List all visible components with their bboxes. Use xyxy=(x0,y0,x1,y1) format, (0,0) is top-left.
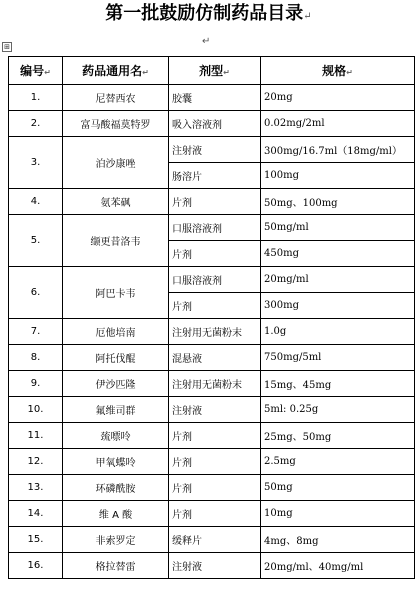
cell-specification: 4mg、8mg xyxy=(261,527,415,553)
cell-number: 14. xyxy=(9,501,63,527)
cell-dosage-form: 片剂 xyxy=(169,293,261,319)
table-row xyxy=(9,501,415,527)
cell-number: 15. xyxy=(9,527,63,553)
cell-number: 3. xyxy=(9,137,63,189)
cell-number: 7. xyxy=(9,319,63,345)
title-text: 第一批鼓励仿制药品目录 xyxy=(105,3,304,24)
header-specification: 规格↵ xyxy=(261,57,415,85)
cell-generic-name: 伊沙匹隆 xyxy=(63,371,169,397)
cell-dosage-form: 口服溶液剂 xyxy=(169,215,261,241)
return-mark-icon: ↵ xyxy=(202,36,211,47)
table-row xyxy=(9,267,415,293)
cell-specification: 1.0g xyxy=(261,319,415,345)
header-dosage-form: 剂型↵ xyxy=(169,57,261,85)
table-row xyxy=(9,397,415,423)
cell-number: 1. xyxy=(9,85,63,111)
cell-specification: 5ml: 0.25g xyxy=(261,397,415,423)
header-number: 编号↵ xyxy=(9,57,63,85)
cell-specification: 750mg/5ml xyxy=(261,345,415,371)
table-row xyxy=(9,449,415,475)
cell-specification: 300mg xyxy=(261,293,415,319)
cell-dosage-form: 肠溶片 xyxy=(169,163,261,189)
table-row xyxy=(9,553,415,579)
cell-specification: 10mg xyxy=(261,501,415,527)
cell-dosage-form: 注射液 xyxy=(169,137,261,163)
cell-generic-name: 富马酸福莫特罗 xyxy=(63,111,169,137)
cell-dosage-form: 片剂 xyxy=(169,189,261,215)
cell-generic-name: 氟维司群 xyxy=(63,397,169,423)
table-row xyxy=(9,423,415,449)
cell-dosage-form: 注射液 xyxy=(169,397,261,423)
table-row xyxy=(9,85,415,111)
cell-generic-name: 尼替西农 xyxy=(63,85,169,111)
table-row xyxy=(9,319,415,345)
cell-generic-name: 厄他培南 xyxy=(63,319,169,345)
cell-number: 10. xyxy=(9,397,63,423)
table-row xyxy=(9,527,415,553)
table-row xyxy=(9,215,415,241)
cell-dosage-form: 片剂 xyxy=(169,241,261,267)
cell-dosage-form: 片剂 xyxy=(169,475,261,501)
table-row xyxy=(9,345,415,371)
cell-generic-name: 氨苯砜 xyxy=(63,189,169,215)
table-row xyxy=(9,111,415,137)
cell-number: 12. xyxy=(9,449,63,475)
table-row xyxy=(9,137,415,163)
cell-generic-name: 维 A 酸 xyxy=(63,501,169,527)
drug-table xyxy=(8,56,415,579)
cell-dosage-form: 注射用无菌粉末 xyxy=(169,319,261,345)
table-anchor-icon[interactable]: ⊞ xyxy=(2,42,12,52)
table-row xyxy=(9,371,415,397)
cell-generic-name: 格拉替雷 xyxy=(63,553,169,579)
cell-number: 4. xyxy=(9,189,63,215)
cell-dosage-form: 注射液 xyxy=(169,553,261,579)
table-row xyxy=(9,189,415,215)
table-header-row xyxy=(9,57,415,85)
cell-generic-name: 阿巴卡韦 xyxy=(63,267,169,319)
table-row xyxy=(9,475,415,501)
cell-dosage-form: 胶囊 xyxy=(169,85,261,111)
cell-number: 6. xyxy=(9,267,63,319)
cell-generic-name: 巯嘌呤 xyxy=(63,423,169,449)
cell-specification: 0.02mg/2ml xyxy=(261,111,415,137)
cell-dosage-form: 缓释片 xyxy=(169,527,261,553)
cell-specification: 50mg/ml xyxy=(261,215,415,241)
cell-generic-name: 非索罗定 xyxy=(63,527,169,553)
cell-specification: 20mg/ml xyxy=(261,267,415,293)
cell-number: 13. xyxy=(9,475,63,501)
cell-specification: 20mg/ml、40mg/ml xyxy=(261,553,415,579)
cell-number: 9. xyxy=(9,371,63,397)
cell-dosage-form: 混悬液 xyxy=(169,345,261,371)
cell-number: 11. xyxy=(9,423,63,449)
cell-generic-name: 泊沙康唑 xyxy=(63,137,169,189)
cell-specification: 50mg xyxy=(261,475,415,501)
cell-dosage-form: 注射用无菌粉末 xyxy=(169,371,261,397)
cell-specification: 15mg、45mg xyxy=(261,371,415,397)
header-generic-name: 药品通用名↵ xyxy=(63,57,169,85)
cell-specification: 20mg xyxy=(261,85,415,111)
cell-specification: 300mg/16.7ml（18mg/ml） xyxy=(261,137,415,163)
cell-generic-name: 环磷酰胺 xyxy=(63,475,169,501)
cell-number: 2. xyxy=(9,111,63,137)
cell-number: 16. xyxy=(9,553,63,579)
cell-generic-name: 阿托伐醌 xyxy=(63,345,169,371)
cell-number: 8. xyxy=(9,345,63,371)
cell-generic-name: 缬更昔洛韦 xyxy=(63,215,169,267)
cell-dosage-form: 口服溶液剂 xyxy=(169,267,261,293)
cell-specification: 450mg xyxy=(261,241,415,267)
cell-dosage-form: 片剂 xyxy=(169,423,261,449)
cell-specification: 25mg、50mg xyxy=(261,423,415,449)
cell-specification: 2.5mg xyxy=(261,449,415,475)
table-body xyxy=(9,85,415,579)
page-title xyxy=(0,4,417,27)
return-mark-icon: ↵ xyxy=(303,11,312,22)
cell-dosage-form: 吸入溶液剂 xyxy=(169,111,261,137)
cell-generic-name: 甲氧蝶呤 xyxy=(63,449,169,475)
cell-dosage-form: 片剂 xyxy=(169,449,261,475)
cell-specification: 50mg、100mg xyxy=(261,189,415,215)
cell-dosage-form: 片剂 xyxy=(169,501,261,527)
cell-number: 5. xyxy=(9,215,63,267)
cell-specification: 100mg xyxy=(261,163,415,189)
